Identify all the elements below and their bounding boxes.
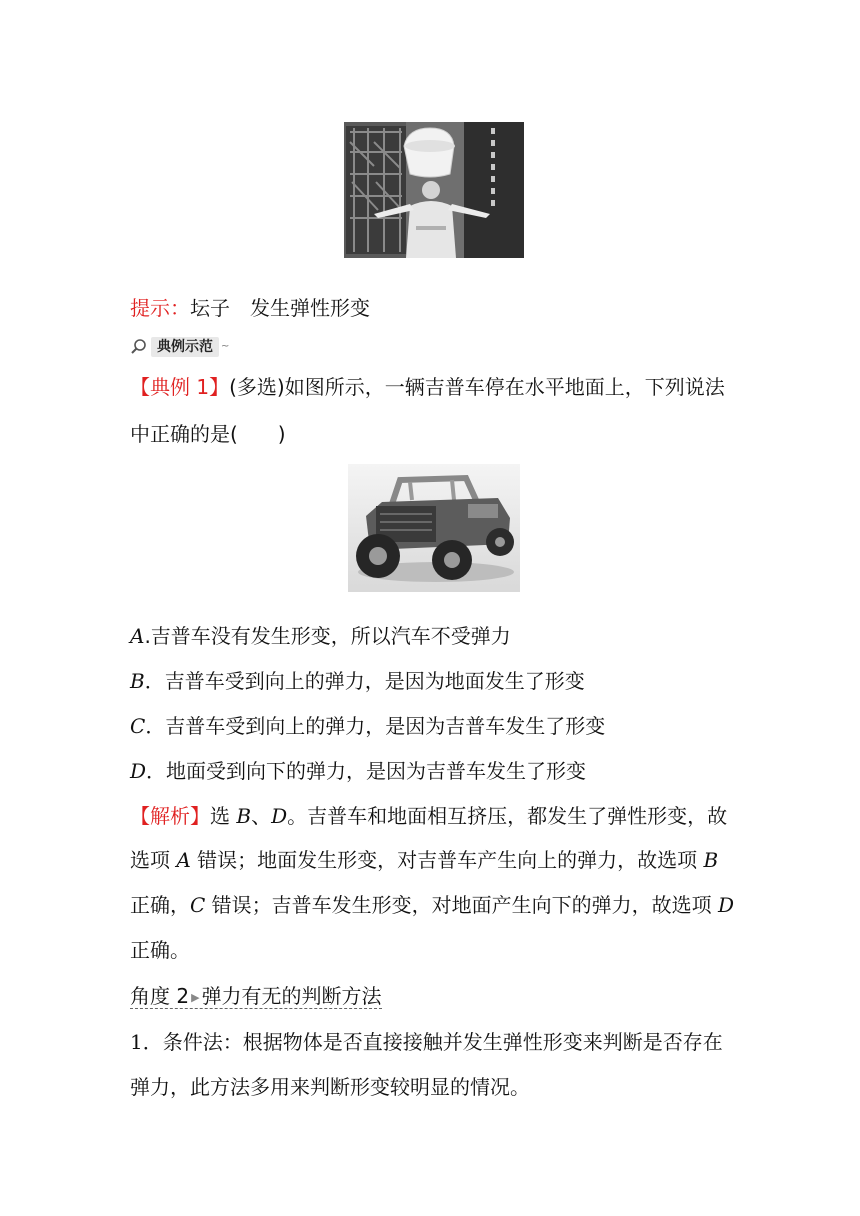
- analysis-text: 。吉普车和地面相互挤压，都发生了弹性形变，故: [287, 804, 728, 828]
- analysis-text: 正确。: [130, 938, 190, 962]
- analysis-letter: A: [176, 848, 191, 872]
- analysis-line-1: [130, 802, 727, 830]
- option-letter: D: [130, 759, 147, 783]
- angle-title: 弹力有无的判断方法: [201, 984, 382, 1008]
- analysis-letter: B: [703, 848, 719, 872]
- section-badge-label: 典例示范: [151, 337, 219, 357]
- analysis-line-2: [130, 846, 718, 874]
- analysis-text: 选项: [130, 848, 177, 872]
- analysis-letter: B: [236, 804, 252, 828]
- jar-balancing-photo: [344, 122, 524, 258]
- example-text-2: 中正确的是( ): [130, 422, 286, 446]
- analysis-text: 错误；地面发生形变，对吉普车产生向上的弹力，故选项: [190, 848, 704, 872]
- example-line-2: [130, 420, 286, 448]
- analysis-text: 错误；吉普车发生形变，对地面产生向下的弹力，故选项: [205, 893, 719, 917]
- method-line-2: [130, 1073, 530, 1101]
- hint-prefix: 提示：: [130, 296, 190, 320]
- analysis-line-4: [130, 936, 190, 964]
- option-d: [130, 757, 586, 785]
- method-text-1: ．条件法：根据物体是否直接接触并发生弹性形变来判断是否存在: [142, 1030, 723, 1054]
- analysis-text: 正确，: [130, 893, 190, 917]
- triangle-arrow-icon: ▶: [191, 990, 200, 1004]
- hint-text: 坛子 发生弹性形变: [190, 296, 370, 320]
- method-number: 1: [130, 1030, 143, 1054]
- option-text: ．地面受到向下的弹力，是因为吉普车发生了形变: [146, 759, 587, 783]
- analysis-letter: D: [271, 804, 288, 828]
- hint-line: [130, 294, 370, 322]
- jeep-photo: [348, 464, 520, 592]
- section-badge: 典例示范 ~: [130, 337, 229, 357]
- magnifier-icon: [130, 338, 148, 356]
- analysis-line-3: [130, 891, 734, 919]
- option-text: .吉普车没有发生形变，所以汽车不受弹力: [144, 624, 511, 648]
- option-a: [130, 622, 511, 650]
- angle-heading: [130, 982, 382, 1012]
- option-text: ．吉普车受到向上的弹力，是因为吉普车发生了形变: [145, 714, 606, 738]
- analysis-letter: D: [718, 893, 735, 917]
- analysis-letter: C: [190, 893, 206, 917]
- angle-label: 角度 2 ▶ 弹力有无的判断方法: [130, 984, 382, 1009]
- option-b: [130, 667, 585, 695]
- analysis-text: 、: [251, 804, 272, 828]
- example-line-1: [130, 373, 725, 401]
- option-text: ．吉普车受到向上的弹力，是因为地面发生了形变: [144, 669, 585, 693]
- option-c: [130, 712, 605, 740]
- analysis-tag: 【解析】: [130, 804, 210, 828]
- option-letter: A: [130, 624, 145, 648]
- analysis-text: 选: [210, 804, 237, 828]
- option-letter: C: [130, 714, 146, 738]
- example-text-1: (多选)如图所示，一辆吉普车停在水平地面上，下列说法: [229, 375, 725, 399]
- method-text-2: 弹力，此方法多用来判断形变较明显的情况。: [130, 1075, 530, 1099]
- method-line-1: [130, 1028, 723, 1056]
- example-tag: 【典例 1】: [130, 375, 230, 399]
- option-letter: B: [130, 669, 145, 693]
